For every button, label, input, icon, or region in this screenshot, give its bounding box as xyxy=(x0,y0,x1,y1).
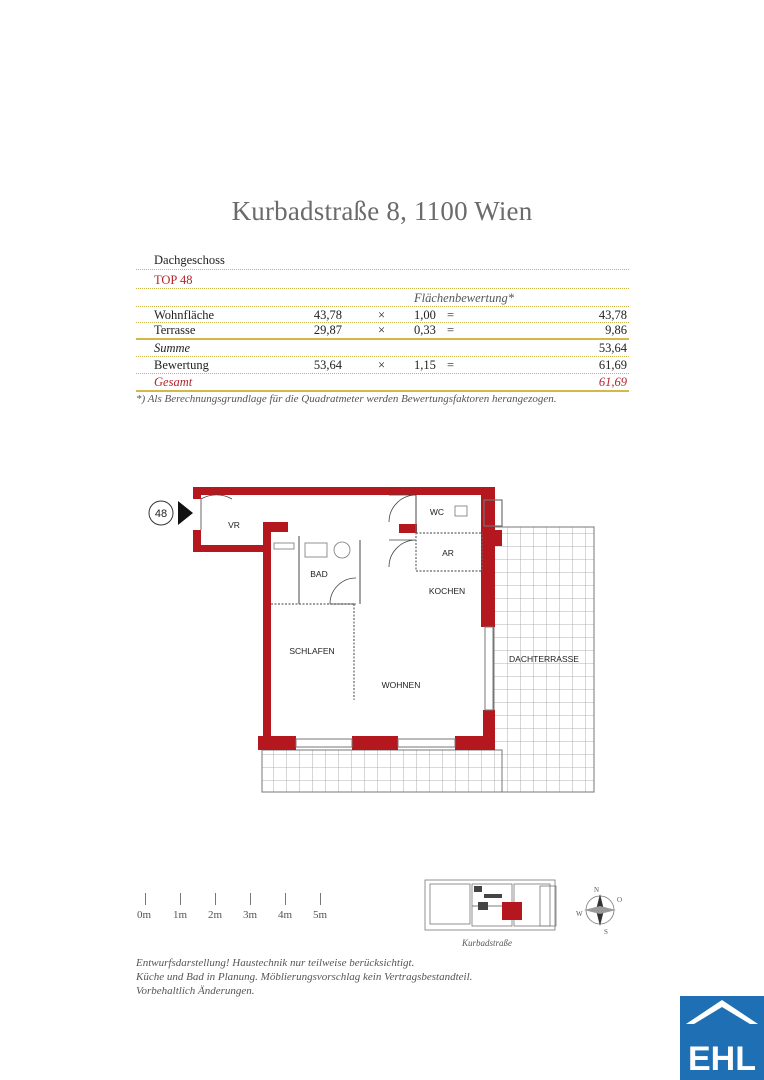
equals-sign: = xyxy=(447,308,455,322)
disclaimer-line: Vorbehaltlich Änderungen. xyxy=(136,985,255,997)
room-vr: VR xyxy=(228,520,240,530)
scale-label: 0m xyxy=(137,909,152,921)
row-factor: 0,33 xyxy=(414,323,436,337)
unit-highlight xyxy=(502,902,522,920)
compass-w: W xyxy=(576,910,583,918)
row-label: Wohnfläche xyxy=(154,308,215,322)
row-label: Terrasse xyxy=(154,323,196,337)
unit-marker-number: 48 xyxy=(154,508,168,520)
footnote: *) Als Berechnungsgrundlage für die Quadratmeter werden Bewertungsfaktoren herangezogen. xyxy=(136,393,557,405)
compass-n: N xyxy=(594,886,600,894)
rating-result: 61,69 xyxy=(598,358,627,372)
equals-sign: = xyxy=(447,358,455,372)
room-schlafen: SCHLAFEN xyxy=(289,646,335,656)
total-row xyxy=(136,374,629,390)
rating-area: 53,64 xyxy=(313,358,342,372)
unit-row xyxy=(136,272,629,288)
room-wc: WC xyxy=(429,507,445,517)
sum-row xyxy=(136,340,629,356)
valuation-header-row xyxy=(136,290,629,306)
total-result: 61,69 xyxy=(598,375,627,389)
row-area: 43,78 xyxy=(313,308,342,322)
unit-label: TOP 48 xyxy=(154,273,193,287)
entry-arrow-icon xyxy=(178,501,193,525)
scale-label: 3m xyxy=(243,909,258,921)
compass-s: S xyxy=(604,928,608,936)
row-area: 29,87 xyxy=(313,323,342,337)
times-sign: × xyxy=(378,358,386,372)
disclaimer xyxy=(136,956,472,998)
row-result: 9,86 xyxy=(605,323,627,337)
sum-result: 53,64 xyxy=(598,341,627,355)
row-factor: 1,00 xyxy=(414,308,436,322)
scale-label: 5m xyxy=(313,909,328,921)
valuation-header: Flächenbewertung* xyxy=(414,291,514,305)
rating-label: Bewertung xyxy=(154,358,209,372)
compass-icon xyxy=(576,886,622,936)
rating-factor: 1,15 xyxy=(414,358,436,372)
scale-label: 4m xyxy=(278,909,293,921)
times-sign: × xyxy=(378,308,386,322)
table-row xyxy=(136,322,629,338)
equals-sign: = xyxy=(447,323,455,337)
table-row xyxy=(136,307,629,323)
sum-label: Summe xyxy=(154,341,191,355)
total-label: Gesamt xyxy=(154,375,193,389)
row-result: 43,78 xyxy=(598,308,627,322)
scale-label: 1m xyxy=(173,909,188,921)
street-label: Kurbadstraße xyxy=(461,938,513,948)
room-ar: AR xyxy=(442,548,454,558)
floor-row xyxy=(136,252,629,268)
compass-o: O xyxy=(617,896,623,904)
room-kochen: KOCHEN xyxy=(428,586,466,596)
ehl-logo xyxy=(680,996,764,1080)
times-sign: × xyxy=(378,323,386,337)
disclaimer-line: Entwurfsdarstellung! Haustechnik nur teilweise berücksichtigt. xyxy=(136,957,415,969)
room-wohnen: WOHNEN xyxy=(381,680,421,690)
room-dachterrasse: DACHTERRASSE xyxy=(509,654,579,664)
page-title: Kurbadstraße 8, 1100 Wien xyxy=(231,196,533,226)
rating-row xyxy=(136,357,629,373)
scale-label: 2m xyxy=(208,909,223,921)
logo-text: EHL xyxy=(688,1040,756,1078)
terrace-strip xyxy=(262,750,502,792)
floor-plan xyxy=(0,470,764,810)
key-plan xyxy=(410,872,640,952)
room-bad: BAD xyxy=(310,569,328,579)
floor-label: Dachgeschoss xyxy=(154,253,225,267)
disclaimer-line: Küche und Bad in Planung. Möblierungsvorschlag kein Vertragsbestandteil. xyxy=(136,971,473,983)
